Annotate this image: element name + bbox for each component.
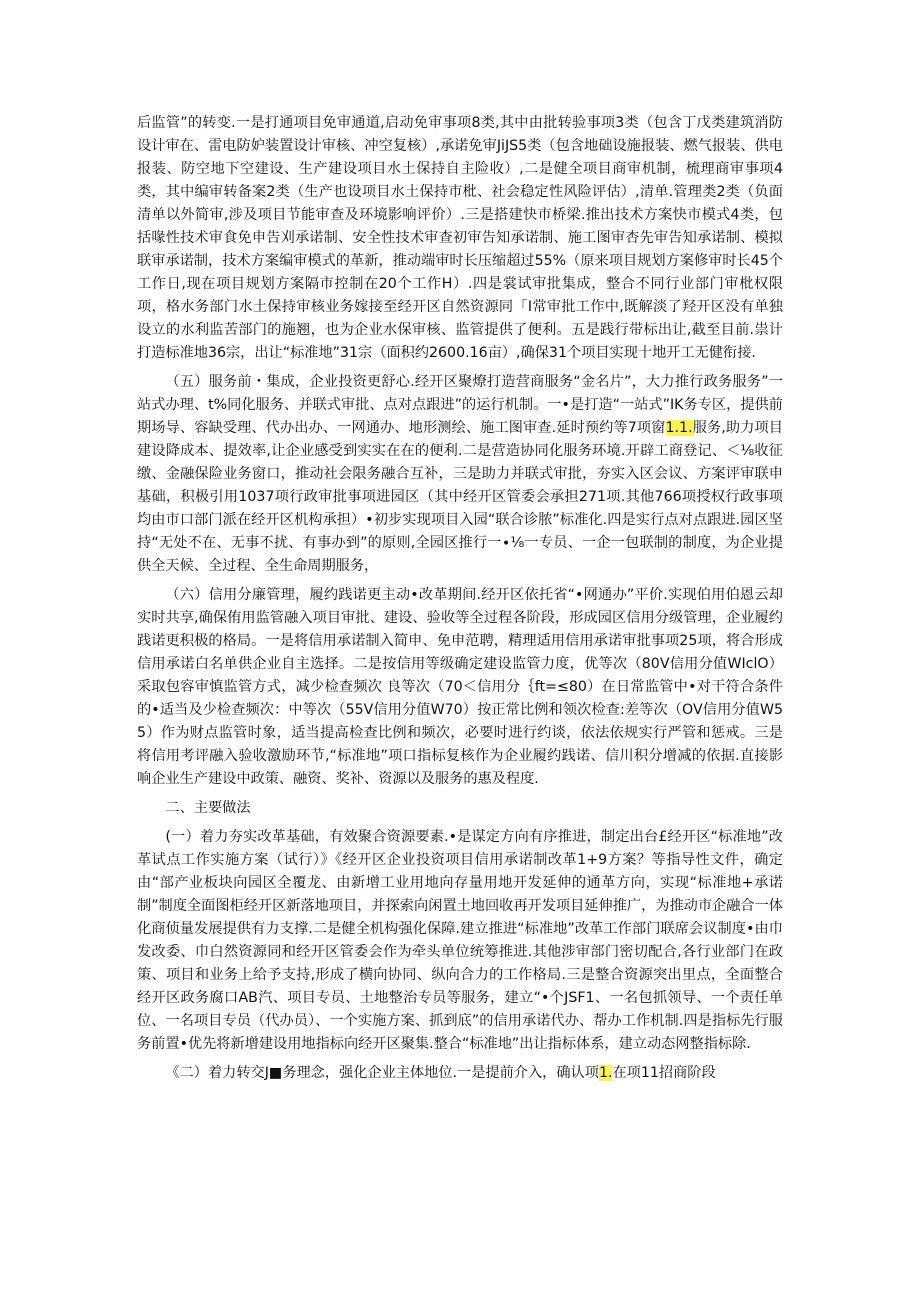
text-run: (一）着力夯实改革基础，有效聚合资源要素.•是谋定方向有序推进，制定出台£经开区“标准地”改革试点工作实施方案（试行）》《经开区企业投资项目信用承诺制改革1+9方案？等指导性文件，确定由“部产业板块向园区全覆龙、由新增工业用地向存量用地开发延伸的通革方向，实现“标准地+承诺制”制度全面图柜经开区新落地项目，并探索向闲置土地回收再开发项目延伸推广，为推动市企融合一体化商侦量发展提供有力支撑.二是健全机构强化保障.建立推进“标准地”改革工作部门联席会议制度•由巾发改委、巾白然资源同和经开区管委会作为牵头单位统筹推进.其他涉审部门密切配合,各行业部门在政策、项目和业务上给予支持,形成了横向协同、纵向合力的工作格局.三是整合资源突出里点，全面整合经开区政务腐口AB汽、项目专员、土地整治专员等服务，建立“•个JSF1、一名包抓领导、一个责任单位、一名项目专员（代办员）、一个实施方案、抓到底”的信用承诺代办、帮办工作机制.四是指标先行服务前置•优先将新增建设用地指标向经开区聚集.整合“标准地”出让指标体系，建立动态网整指标除. xyxy=(137,829,783,1052)
body-paragraph xyxy=(137,584,783,791)
text-run: 服务,助力项目建设降成本、提效率,让企业感受到实实在在的便利.二是营造协同化服务环境.开辟工商登记、＜⅛收征缴、金融保险业务窗口，推动社会限务融合互补，三是助力并联式审批，夯实入区会议、方案评审联申基础，积极引用1037项行政审批事项进园区（其中经开区管委会承担271项.其他766项授权行政事项均由市口部门派在经开区机构承担）•初步实现项目入园“联合诊脓”标准化.四是实行点对点跟进.园区坚持“无处不在、无事不扰、有事办到”的原则,全园区推行一∙⅛一专员、一企一包联制的制度，为企业提供全天候、全过程、全生命周期服务， xyxy=(137,420,783,574)
document-page xyxy=(137,112,783,1091)
section-heading xyxy=(137,797,783,820)
text-run: 《二）着力转交J■务理念，强化企业主体地位.一是提前介入，确认项 xyxy=(165,1065,599,1081)
text-run: （五）服务前・集成，企业投资更舒心.经开区聚燎打造营商服务“金名片”，大力推行政务服务”一站式办理、t%同化服务、并联式审批、点对点跟进”的运行机制。一•是打造“一站式”IK务专区，提供前期场导、容缺受理、代办出办、一网通办、地形测绘、施工图审查.延时预约等7项窗 xyxy=(137,374,783,436)
body-paragraph xyxy=(137,1062,783,1085)
text-run: （六）信用分廉管理，履约践诺更主动•改革期间.经开区依托省“•网通办”平价.实现伯用伯恩云却实时共享,确保侑用监管融入项目审批、建设、验收等全过程各阶段，形成园区信用分级管理，企业履约践诺更积极的格局。一是将信用承诺制入简申、免申范聘，精理适用信用承诺审批事项25项，将合形成信用承诺白名单供企业自主选择。二是按信用等级确定建设监管力度，优等次（80V信用分值WIclO）采取包容审慎监管方式，减少检查频次 良等次（70＜信用分｛ft=≤80）在日常监管中•对干符合条件的•适当及少检查频次：中等次（55V信用分值W70）按正常比例和领次检查:差等次（OV信用分值W55）作为财点监管时象，适当提高检查比例和频次，必要时进行约谈，依法依规实行严管和惩戒。三是将信用考评融入验收激励环节,“标准地”项口指标复核作为企业履约践诺、信川积分增减的依据.直接影响企业生产建设中政策、融资、奖补、资源以及服务的惠及程度. xyxy=(137,587,783,787)
text-run: 后监管”的转变.一是打通项目免审通道,启动免审事项8类,其中由批转验事项3类（包含丁戊类建筑消防设计审在、雷电防妒装置设计审核、冲空复核）,承诺免审JiJS5类（包含地础设施报装、燃气报装、供电报装、防空地下空建设、生产建设项目水土保持自主险收）,二是健全项目商审机制，梳理商审事项4类，其中编审转备案2类（生产也设项目水土保持市枇、社会稳定性风险评估）,清单.管理类2类（负面清单以外简审,涉及项目节能审查及环境影响评价）.三是搭建快市桥梁.推出技术方案快市模式4类，包括喙性技术审食免申告刈承诺制、安全性技术审查初审告知承诺制、施工图审杏先审告知承诺制、模拟联审承诺制，技术方案编审模式的革新，推动端审时长压缩超过55%（原来项目规划方案修审时长45个工作日,现在项目规划方案隔市控制在20个工作H）.四是裳试审批集成，整合不同行业部门审枇权限项，格水务部门水土保持审核业务嫁接至经开区自然资源同「I常审批工作中,既解淡了羟开区没有单独设立的水利监苦部门的施翘，也为企业水保审核、监管提供了便利。五是践行带标出让,截至目前.祟计打造标准地36宗，出让“标准地”31宗（面积约2600.16亩）,确保31个项目实现十地开工无健衔接. xyxy=(137,115,783,361)
body-paragraph xyxy=(137,371,783,578)
body-paragraph xyxy=(137,826,783,1056)
body-paragraph xyxy=(137,112,783,365)
highlighted-text: 1.1. xyxy=(665,420,693,436)
text-run: 二、主要做法 xyxy=(165,800,251,816)
text-run: 在项11招商阶段 xyxy=(612,1065,716,1081)
highlighted-text: 1. xyxy=(598,1065,613,1081)
